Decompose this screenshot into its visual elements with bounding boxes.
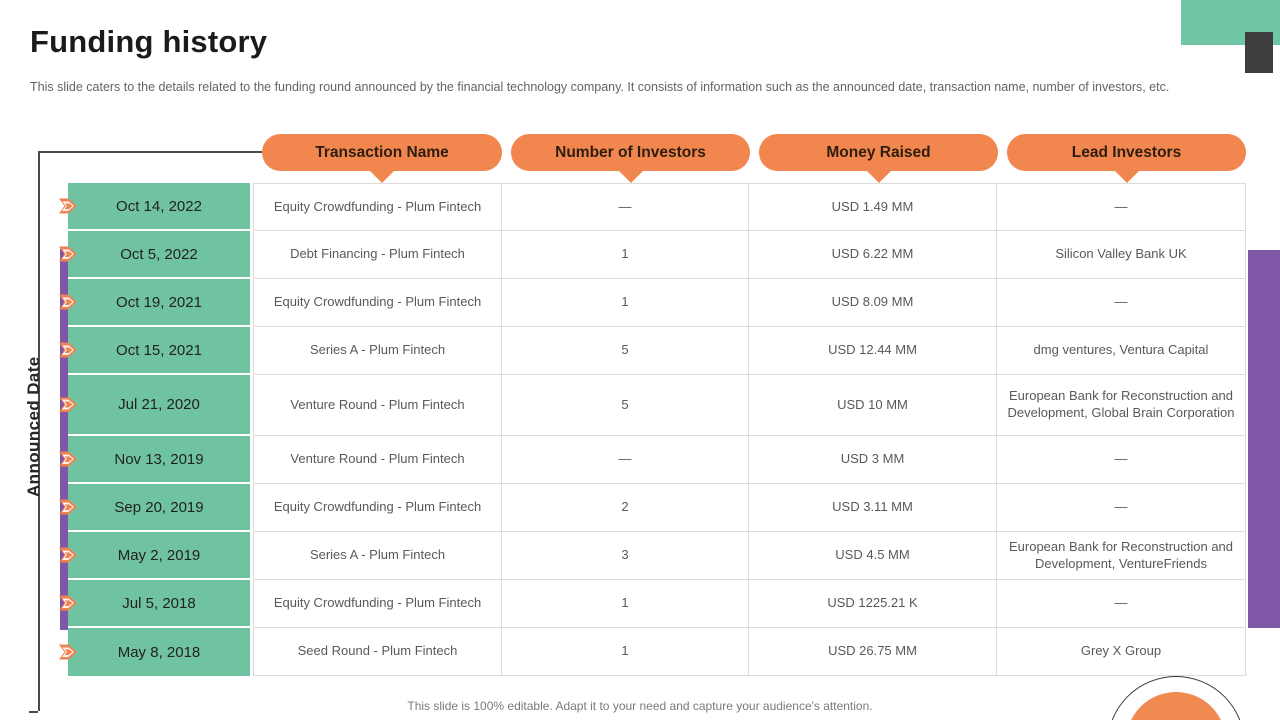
chevron-right-icon [59,343,77,358]
transaction-name-cell: Equity Crowdfunding - Plum Fintech [253,580,502,628]
transaction-name-cell: Debt Financing - Plum Fintech [253,231,502,279]
number-of-investors-cell: 1 [502,580,749,628]
column-header-lead-investors: Lead Investors [1007,134,1246,171]
money-raised-cell: USD 3.11 MM [749,484,997,532]
number-of-investors-cell: — [502,183,749,231]
money-raised-cell: USD 8.09 MM [749,279,997,327]
number-of-investors-cell: 1 [502,628,749,676]
transaction-name-cell: Series A - Plum Fintech [253,327,502,375]
money-raised-cell: USD 10 MM [749,375,997,436]
lead-investors-cell: European Bank for Reconstruction and Development, VentureFriends [997,532,1246,580]
column-header-transaction-name: Transaction Name [262,134,502,171]
announced-date-text: May 2, 2019 [117,546,201,564]
chevron-right-icon [59,645,77,660]
money-raised-cell: USD 4.5 MM [749,532,997,580]
lead-investors-cell: Silicon Valley Bank UK [997,231,1246,279]
chevron-right-icon [59,452,77,467]
transaction-name-cell: Venture Round - Plum Fintech [253,436,502,484]
announced-date-text: Oct 19, 2021 [116,293,202,311]
lead-investors-cell: European Bank for Reconstruction and Development, Global Brain Corporation [997,375,1246,436]
purple-bar-right [1248,250,1280,628]
money-raised-cell: USD 6.22 MM [749,231,997,279]
page-title: Funding history [30,24,268,59]
slide-description: This slide caters to the details related to the funding round announced by the financial technology company. It consists of information such as the announced date, transaction name, number of investors, etc. [30,80,1170,94]
lead-investors-cell: — [997,580,1246,628]
announced-date-cell [68,628,253,676]
number-of-investors-cell: 1 [502,279,749,327]
announced-date-cell [68,532,253,580]
transaction-name-cell: Series A - Plum Fintech [253,532,502,580]
announced-date-cell [68,231,253,279]
lead-investors-cell: — [997,436,1246,484]
number-of-investors-cell: 1 [502,231,749,279]
transaction-name-cell: Equity Crowdfunding - Plum Fintech [253,484,502,532]
lead-investors-cell: — [997,183,1246,231]
chevron-right-icon [59,500,77,515]
announced-date-text: Jul 21, 2020 [118,396,200,413]
number-of-investors-cell: 3 [502,532,749,580]
announced-date-text: Oct 14, 2022 [116,197,202,215]
announced-date-cell [68,580,253,628]
announced-date-cell [68,484,253,532]
announced-date-text: May 8, 2018 [117,643,201,661]
announced-date-text: Oct 5, 2022 [120,245,198,263]
funding-table-body [68,183,1246,676]
transaction-name-cell: Venture Round - Plum Fintech [253,375,502,436]
chevron-right-icon [59,397,77,412]
announced-date-text: Nov 13, 2019 [114,450,204,468]
money-raised-cell: USD 3 MM [749,436,997,484]
announced-date-axis-label: Announced Date [24,356,43,498]
money-raised-cell: USD 26.75 MM [749,628,997,676]
number-of-investors-cell: 5 [502,327,749,375]
lead-investors-cell: dmg ventures, Ventura Capital [997,327,1246,375]
bracket-line-bottom-tick [29,711,38,713]
money-raised-cell: USD 12.44 MM [749,327,997,375]
announced-date-cell [68,327,253,375]
number-of-investors-cell: — [502,436,749,484]
money-raised-cell: USD 1225.21 K [749,580,997,628]
footer-note: This slide is 100% editable. Adapt it to your need and capture your audience's attention. [407,699,873,713]
number-of-investors-cell: 5 [502,375,749,436]
announced-date-text: Sep 20, 2019 [114,498,204,516]
transaction-name-cell: Equity Crowdfunding - Plum Fintech [253,279,502,327]
lead-investors-cell: — [997,484,1246,532]
bracket-line-top [38,151,262,153]
chevron-right-icon [59,199,77,214]
column-header-money-raised: Money Raised [759,134,998,171]
lead-investors-cell: Grey X Group [997,628,1246,676]
announced-date-text: Jul 5, 2018 [122,594,196,612]
chevron-right-icon [59,247,77,262]
transaction-name-cell: Equity Crowdfunding - Plum Fintech [253,183,502,231]
money-raised-cell: USD 1.49 MM [749,183,997,231]
chevron-right-icon [59,548,77,563]
announced-date-cell [68,279,253,327]
lead-investors-cell: — [997,279,1246,327]
chevron-right-icon [59,596,77,611]
transaction-name-cell: Seed Round - Plum Fintech [253,628,502,676]
announced-date-cell [68,375,253,436]
announced-date-cell [68,183,253,231]
corner-dark-square [1245,32,1273,73]
number-of-investors-cell: 2 [502,484,749,532]
announced-date-text: Oct 15, 2021 [116,341,202,359]
column-header-number-of-investors: Number of Investors [511,134,750,171]
chevron-right-icon [59,295,77,310]
announced-date-cell [68,436,253,484]
